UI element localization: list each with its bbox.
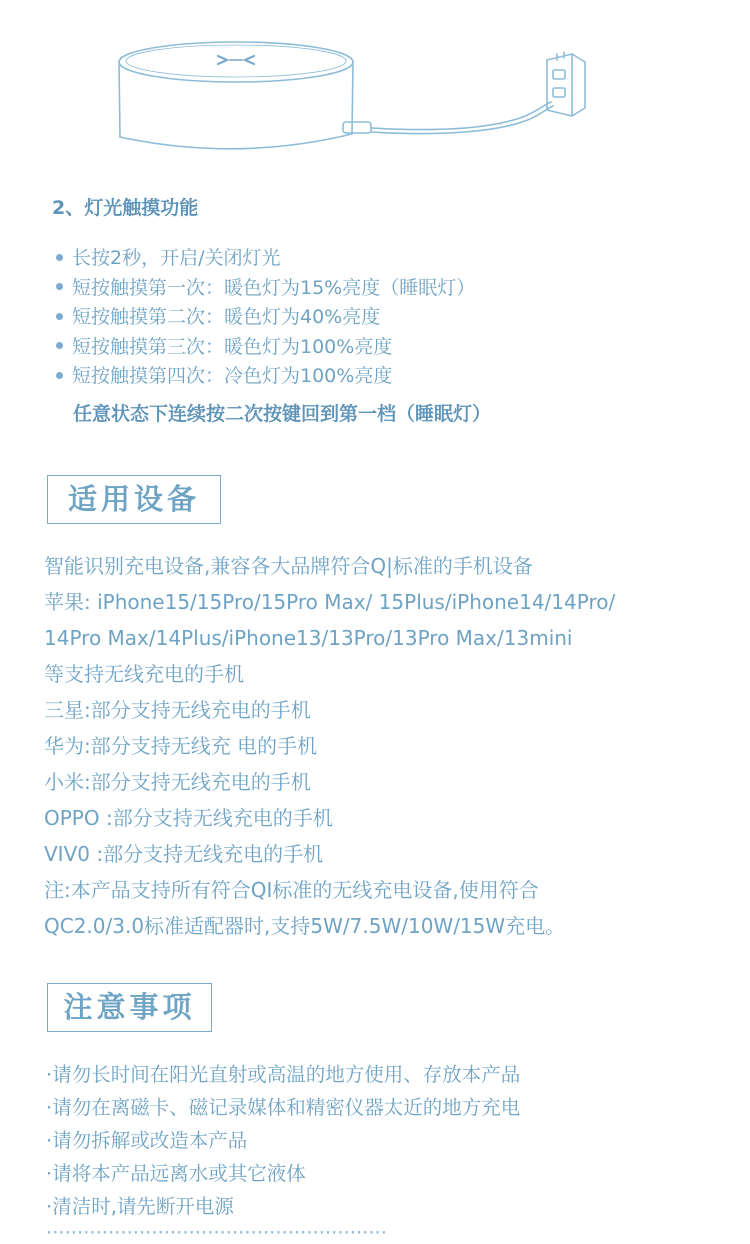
list-item: 短按触摸第一次：暖色灯为15%亮度（睡眠灯） (56, 274, 475, 304)
bullet-icon (56, 313, 63, 320)
list-item: QC2.0/3.0标准适配器时,支持5W/7.5W/10W/15W充电。 (44, 914, 566, 938)
bullet-icon (56, 283, 63, 290)
touch-function-heading: 2、灯光触摸功能 (52, 197, 199, 219)
devices-list (44, 548, 615, 944)
reset-note: 任意状态下连续按二次按键回到第一档（睡眠灯） (73, 403, 492, 425)
notice-title: 注意事项 (47, 983, 212, 1032)
list-item: ·请勿长时间在阳光直射或高温的地方使用、存放本产品 (46, 1063, 521, 1086)
list-item: VIV0 :部分支持无线充电的手机 (44, 842, 324, 866)
cropped-text-line: ······················································· (46, 1221, 387, 1244)
bullet-icon (56, 254, 63, 261)
list-item: 长按2秒，开启/关闭灯光 (56, 244, 475, 274)
list-item: 短按触摸第二次：暖色灯为40%亮度 (56, 303, 475, 333)
notice-list (46, 1058, 520, 1223)
list-item: 等支持无线充电的手机 (44, 662, 244, 686)
touch-function-list (56, 244, 475, 392)
list-item: 注:本产品支持所有符合QI标准的无线充电设备,使用符合 (44, 878, 539, 902)
list-item: 三星:部分支持无线充电的手机 (44, 698, 311, 722)
list-item: OPPO :部分支持无线充电的手机 (44, 806, 333, 830)
brand-logo-icon (218, 56, 254, 64)
list-item: 华为:部分支持无线充 电的手机 (44, 734, 318, 758)
bullet-icon (56, 372, 63, 379)
list-item: 短按触摸第四次：冷色灯为100%亮度 (56, 362, 475, 392)
list-item: 14Pro Max/14Plus/iPhone13/13Pro/13Pro Max/13mini (44, 626, 573, 650)
list-item: 短按触摸第三次：暖色灯为100%亮度 (56, 333, 475, 363)
list-item: ·请勿在离磁卡、磁记录媒体和精密仪器太近的地方充电 (46, 1096, 521, 1119)
list-item: ·清洁时,请先断开电源 (46, 1195, 234, 1218)
devices-title: 适用设备 (47, 475, 221, 524)
list-item: 智能识别充电设备,兼容各大品牌符合Q|标准的手机设备 (44, 554, 533, 578)
list-item: ·请将本产品远离水或其它液体 (46, 1162, 306, 1185)
bullet-icon (56, 342, 63, 349)
charger-illustration (110, 30, 600, 165)
list-item: 苹果: iPhone15/15Pro/15Pro Max/ 15Plus/iPhone14/14Pro/ (44, 590, 616, 614)
list-item: ·请勿拆解或改造本产品 (46, 1129, 248, 1152)
list-item: 小米:部分支持无线充电的手机 (44, 770, 311, 794)
